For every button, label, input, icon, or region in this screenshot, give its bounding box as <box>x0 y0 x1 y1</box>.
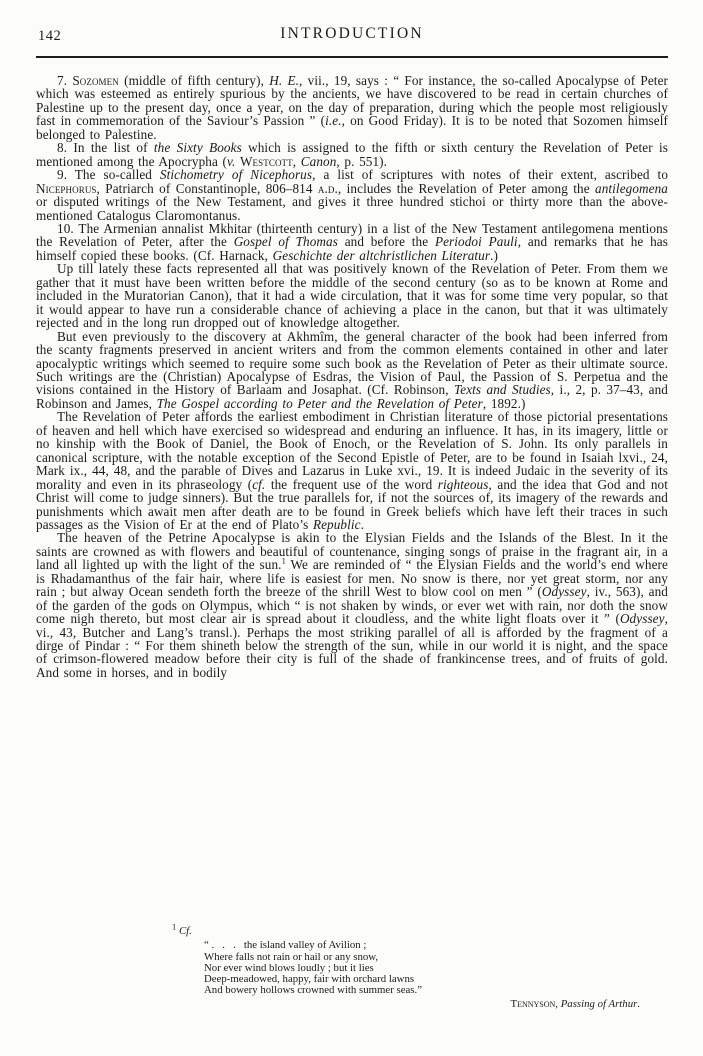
text-run: , 1892.) <box>482 395 526 411</box>
running-title: INTRODUCTION <box>280 25 424 42</box>
footnote-marker: 1 <box>172 921 177 932</box>
text-run: i.e. <box>325 113 342 129</box>
text-run: , i., 2, p. 37–43, and Robinson and James, <box>36 382 668 411</box>
text-run: Westcott <box>240 153 293 169</box>
footnote-verse-line: Deep-meadowed, happy, fair with orchard lawns <box>204 973 415 986</box>
text-run: We are reminded of “ the Elysian Fields and the world’s end where is Rhadamanthus of the fair hair, where life is easiest for men. No snow is there, nor yet great storm, nor any rain ; but alway Ocean sendeth forth the breeze of the shrill West to blow cool on men ” ( <box>36 557 668 600</box>
text-run: H. E. <box>269 73 300 88</box>
text-run: Texts and Studies <box>454 382 551 398</box>
paragraph <box>36 222 668 262</box>
text-run: , and remarks that he has himself copied these books. (Cf. Harnack, <box>36 234 668 263</box>
text-run: The Gospel according to Peter and the Revelation of Peter <box>156 395 483 411</box>
text-run: the Sixty Books <box>153 140 242 156</box>
text-run: , a list of scriptures with notes of their extent, ascribed to <box>312 167 669 183</box>
text-run: But even previously to the discovery at Akhmîm, the general character of the book had been inferred from the scanty fragments preserved in ancient writers and from the common elements contained in other and later apocalyptic writings which seemed to require some such book as the Revelation of Peter as their ultimate source. Such writings are the (Christian) Apocalypse of Esdras, the Vision of Paul, the Passion of S. Perpetua and the visions contained in the History of Barlaam and Josaphat. (Cf. Robinson, <box>36 328 668 398</box>
text-run: , Patriarch of Constantinople, 806–814 <box>96 180 318 196</box>
text-run: 7. <box>57 73 73 88</box>
text-run: Stichometry of Nicephorus <box>159 167 313 183</box>
text-run: 9. The so-called <box>57 167 160 183</box>
text-run: and before the <box>337 234 435 250</box>
body-text <box>36 74 668 679</box>
text-run: Nicephorus <box>36 180 97 196</box>
text-run: 10. The Armenian annalist Mkhitar (thirteenth century) in a list of the New Testament antilegomena mentions the Revelation of Peter, after the <box>36 220 668 250</box>
text-run: v. <box>227 153 236 169</box>
text-run: Sozomen <box>72 73 119 88</box>
paragraph <box>36 531 668 679</box>
text-run: , iv., 563), and of the garden of the gods on Olympus, which “ is not shaken by winds, or ever wet with rain, nor doth the snow come nigh thereto, but most clear air is spread about it cloudless, and the white light floats over it ” ( <box>36 584 668 627</box>
text-run: , on Good Friday). It is to be noted that Sozomen himself belonged to Palestine. <box>36 113 669 142</box>
text-run: The heaven of the Petrine Apocalypse is akin to the Elysian Fields and the Islands of the Blest. In it the saints are crowned as with flowers and beautiful of countenance, singing songs of praise in the fragrant air, in a land all lighted up with the light of the sun. <box>36 530 668 573</box>
text-run: Canon <box>300 153 337 169</box>
text-run: , vi., 43, Butcher and Lang’s transl.). Perhaps the most striking parallel of all is afforded by the fragment of a dirge of Pindar : “ For them shineth below the strength of the sun, while in our world it is night, and the space of crimson-flowered meadow before their city is full of the shade of frankincense trees, and of fruits of gold. And some in horses, and in bodily <box>36 611 668 680</box>
footnote-verse <box>36 940 668 996</box>
text-run: Odyssey <box>619 611 665 627</box>
footnote-marker-line <box>36 921 668 937</box>
text-run: Up till lately these facts represented all that was positively known of the Revelation of Peter. From them we gather that it must have been written before the middle of the second century (so as to be known at Rome and included in the Muratorian Canon), that it had a wide circulation, that it was for some time very popular, so that it would appear to have run a considerable chance of achieving a place in the canon, but that it was ultimately rejected and in the long run dropped out of knowledge altogether. <box>36 261 668 331</box>
header-rule <box>36 56 668 58</box>
text-run: , includes the Revelation of Peter among the <box>337 180 596 196</box>
text-run: , and the idea that God and not Christ will come to judge sinners). But the true parallels for, if not the sources of, its imagery of the rewards and punishments which await men after death are to be found in Greek beliefs which have left their traces in such passages as the Vision of Er at the end of Plato’s <box>36 476 668 532</box>
text-run: Odyssey <box>541 584 587 600</box>
text-run: righteous <box>437 476 489 492</box>
text-run: Periodoi Pauli <box>434 234 518 250</box>
footnote-label: Cf. <box>178 925 192 937</box>
paragraph <box>36 168 668 222</box>
text-run: a.d. <box>317 180 338 196</box>
text-run: , <box>292 153 301 169</box>
page-header <box>36 25 668 46</box>
text-run: or disputed writings of the New Testament, and gives it three hundred stichoi or thirty more than the above-mentioned Catalogus Claromontanus. <box>36 194 668 223</box>
text-run: Republic <box>312 516 361 532</box>
footnote-attribution <box>36 999 668 1010</box>
footnote-author: Tennyson <box>510 997 556 1010</box>
footnote-work-title: Passing of Arthur <box>560 997 638 1010</box>
text-run: Gospel of Thomas <box>233 234 338 250</box>
paragraph <box>36 330 668 411</box>
text-run: the frequent use of the word <box>265 476 438 492</box>
footnote-verse-line: Nor ever wind blows loudly ; but it lies <box>204 961 374 974</box>
paragraph <box>36 74 668 141</box>
text-run: .) <box>490 247 498 263</box>
text-run: antilegomena <box>595 180 668 196</box>
paragraph <box>36 410 668 531</box>
text-run: Geschichte der altchristlichen Literatur <box>272 247 491 263</box>
text-run: The Revelation of Peter affords the earliest embodiment in Christian literature of those pictorial presentations of heaven and hell which have exercised so widespread and enduring an influence. It has, in its imagery, little or no kinship with the Book of Daniel, the Book of Enoch, or the Revelation of S. John. Its only parallels in canonical scripture, with the notable exception of the Second Epistle of Peter, are to be found in Isaiah lxvi., 24, Mark ix., 44, 48, and the parable of Dives and Lazarus in Luke xvi., 19. It is indeed Judaic in the severity of its morality and even in its phraseology ( <box>36 409 668 492</box>
page-number: 142 <box>38 28 62 44</box>
text-run: which is assigned to the fifth or sixth century the Revelation of Peter is mentioned among the Apocrypha ( <box>36 140 668 169</box>
footnote-verse-line: Where falls not rain or hail or any snow, <box>204 950 379 963</box>
text-run: , p. 551). <box>336 153 388 169</box>
footnote <box>36 921 668 1010</box>
footnote-attr-suffix: . <box>637 997 640 1010</box>
footnote-verse-line: And bowery hollows crowned with summer seas.” <box>204 984 422 997</box>
text-run: cf. <box>252 476 266 492</box>
text-run: 8. In the list of <box>57 140 154 156</box>
text-run: (middle of fifth century), <box>118 73 270 88</box>
paragraph <box>36 262 668 329</box>
text-run: . <box>360 516 365 532</box>
text-run: , vii., 19, says : “ For instance, the so-called Apocalypse of Peter which was esteemed as entirely spurious by the ancients, we have discovered to be read in certain churches of Palestine up to the present day, once a year, on the day of preparation, during which the people most religiously fast in commemoration of the Saviour’s Passion ” ( <box>36 73 669 129</box>
footnote-verse-line: “ . . . the island valley of Avilion ; <box>204 939 367 952</box>
footnote-attr-separator: , <box>555 997 561 1010</box>
text-run: 1 <box>281 555 286 566</box>
paragraph <box>36 141 668 168</box>
